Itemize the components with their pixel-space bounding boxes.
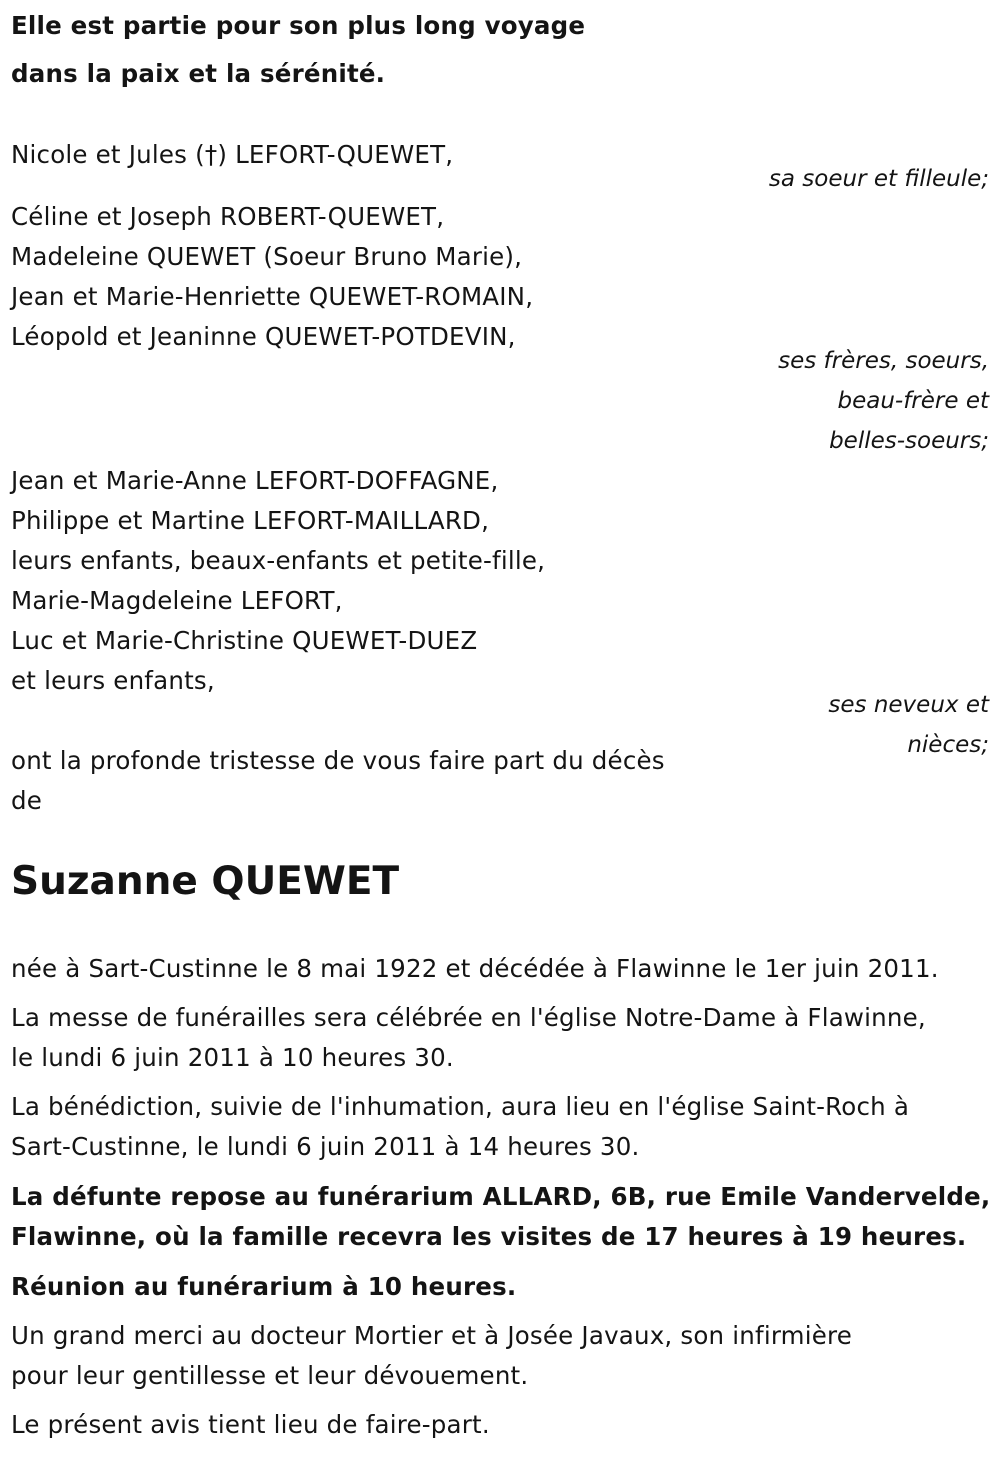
notice-line: Le présent avis tient lieu de faire-part. — [11, 1410, 490, 1439]
relation-label: ses frères, soeurs, — [778, 348, 989, 374]
meeting-line: Réunion au funérarium à 10 heures. — [11, 1272, 517, 1301]
relation-label: sa soeur et filleule; — [768, 166, 989, 192]
family-line: Philippe et Martine LEFORT-MAILLARD, — [11, 506, 490, 535]
deceased-name: Suzanne QUEWET — [11, 859, 400, 904]
family-line: Léopold et Jeaninne QUEWET-POTDEVIN, — [11, 322, 516, 351]
funeral-home-line: Flawinne, où la famille recevra les visites de 17 heures à 19 heures. — [11, 1222, 967, 1251]
family-line: Madeleine QUEWET (Soeur Bruno Marie), — [11, 242, 523, 271]
funeral-home-line: La défunte repose au funérarium ALLARD, 6B, rue Emile Vandervelde, — [11, 1182, 991, 1211]
burial-line: La bénédiction, suivie de l'inhumation, aura lieu en l'église Saint-Roch à — [11, 1092, 910, 1121]
relation-label: nièces; — [907, 732, 989, 758]
birth-death-line: née à Sart-Custinne le 8 mai 1922 et décédée à Flawinne le 1er juin 2011. — [11, 954, 939, 983]
family-line: Jean et Marie-Henriette QUEWET-ROMAIN, — [11, 282, 534, 311]
intro-line: dans la paix et la sérénité. — [11, 59, 386, 88]
mass-line: le lundi 6 juin 2011 à 10 heures 30. — [11, 1043, 454, 1072]
announcement-line: de — [11, 786, 43, 815]
intro-line: Elle est partie pour son plus long voyage — [11, 11, 586, 40]
family-line: Jean et Marie-Anne LEFORT-DOFFAGNE, — [11, 466, 499, 495]
burial-line: Sart-Custinne, le lundi 6 juin 2011 à 14 heures 30. — [11, 1132, 640, 1161]
relation-label: belles-soeurs; — [829, 428, 989, 454]
family-line: Céline et Joseph ROBERT-QUEWET, — [11, 202, 445, 231]
relation-label: beau-frère et — [837, 388, 989, 414]
announcement-line: ont la profonde tristesse de vous faire part du décès — [11, 746, 665, 775]
thanks-line: Un grand merci au docteur Mortier et à Josée Javaux, son infirmière — [11, 1321, 853, 1350]
family-line: et leurs enfants, — [11, 666, 215, 695]
family-line: Luc et Marie-Christine QUEWET-DUEZ — [11, 626, 478, 655]
family-line: Marie-Magdeleine LEFORT, — [11, 586, 343, 615]
mass-line: La messe de funérailles sera célébrée en l'église Notre-Dame à Flawinne, — [11, 1003, 926, 1032]
relation-label: ses neveux et — [828, 692, 989, 718]
thanks-line: pour leur gentillesse et leur dévouement. — [11, 1361, 529, 1390]
family-line: leurs enfants, beaux-enfants et petite-fille, — [11, 546, 546, 575]
family-line: Nicole et Jules (†) LEFORT-QUEWET, — [11, 140, 454, 169]
